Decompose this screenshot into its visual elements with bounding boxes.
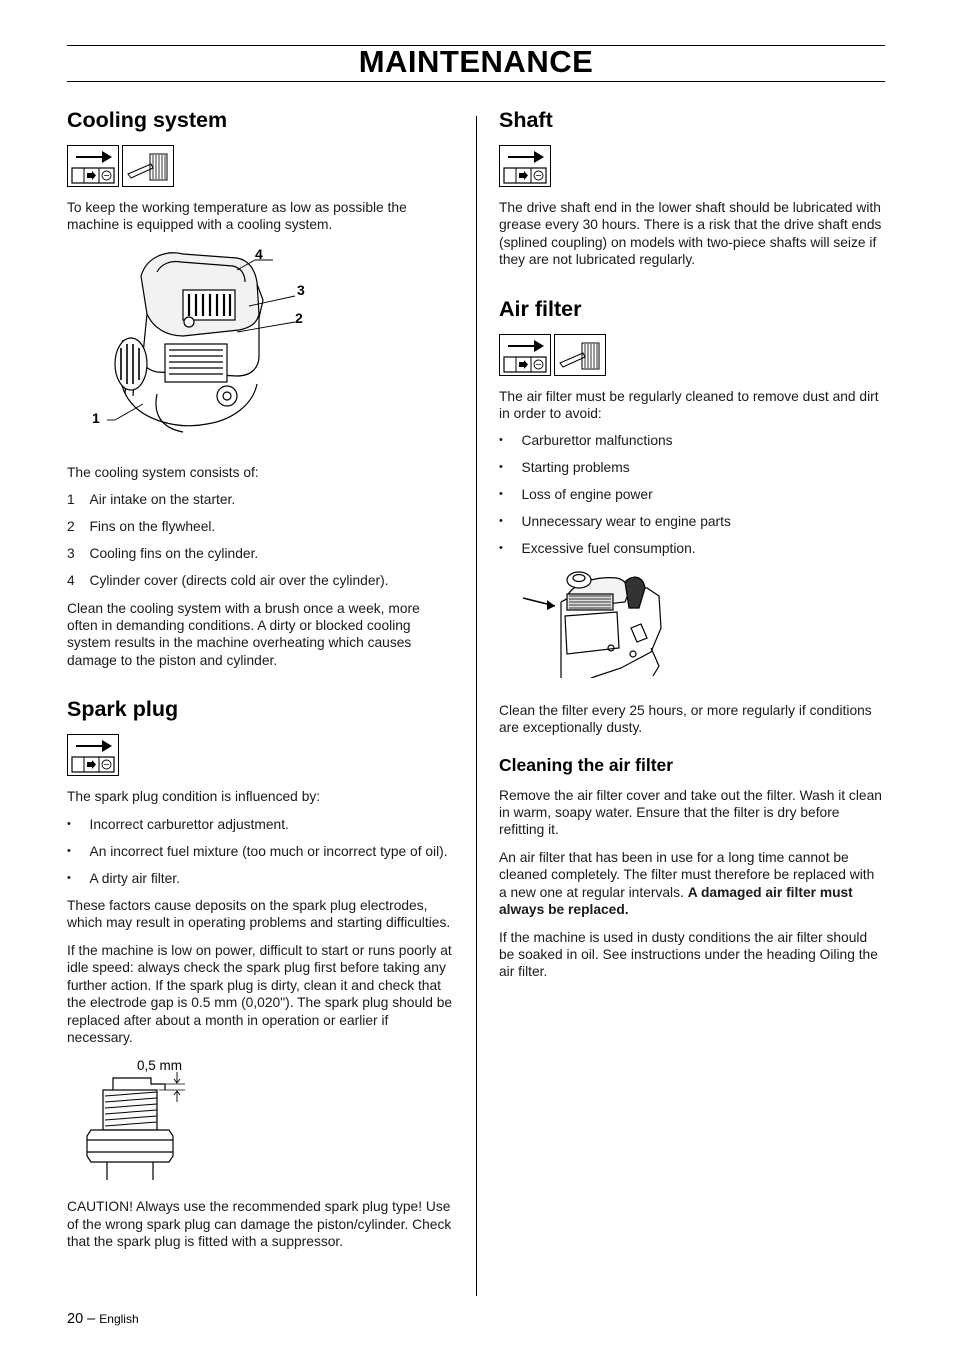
cleaning-air-filter-heading: Cleaning the air filter <box>499 754 674 775</box>
brush-icon <box>554 334 606 376</box>
maintenance-interval-icon <box>499 334 551 376</box>
air-filter-icons <box>499 334 885 376</box>
shaft-icons <box>499 145 885 187</box>
electrode-gap-label: 0,5 mm <box>137 1058 183 1074</box>
footer-language: English <box>99 1312 139 1326</box>
cooling-consists: The cooling system consists of: <box>67 464 259 480</box>
list-item: • A dirty air filter. <box>67 870 453 887</box>
cooling-icons <box>67 145 453 187</box>
spark-influenced: The spark plug condition is influenced by: <box>67 789 321 805</box>
cooling-parts-list <box>67 491 453 589</box>
cleaning-air-filter-text: Remove the air filter cover and take out the filter. Wash it clean in warm, soapy water. Ensure that the filter is dry before refitting it. <box>499 787 882 838</box>
cooling-system-heading: Cooling system <box>67 108 228 132</box>
footer-dash: – <box>87 1311 96 1327</box>
list-item: 2 Fins on the flywheel. <box>67 519 216 535</box>
maintenance-interval-icon <box>67 734 119 776</box>
list-item: • Incorrect carburettor adjustment. <box>67 816 453 833</box>
replace-filter-warning: A damaged air filter must always be replaced. <box>499 884 853 918</box>
spark-causes-list <box>67 816 453 887</box>
cooling-clean-text: Clean the cooling system with a brush once a week, more often in demanding conditions. A dirty or blocked cooling system results in the machine overheating which causes damage to the piston and cylinder. <box>67 600 420 668</box>
air-filter-intro: The air filter must be regularly cleaned to remove dust and dirt in order to avoid: <box>499 388 879 422</box>
list-item: • Loss of engine power <box>499 486 885 503</box>
replace-filter-text: An air filter that has been in use for a long time cannot be cleaned completely. The filter must therefore be replaced with a new one at regular intervals. A damaged air filter must always be replaced. <box>499 849 875 918</box>
air-filter-problems-list <box>499 432 885 557</box>
list-item: 3 Cooling fins on the cylinder. <box>67 546 259 562</box>
right-column <box>499 108 885 991</box>
list-item: 4 Cylinder cover (directs cold air over the cylinder). <box>67 573 389 589</box>
figure-label-1: 1 <box>92 409 100 426</box>
list-item: • Carburettor malfunctions <box>499 432 885 449</box>
spark-plug-figure <box>67 1056 453 1184</box>
figure-label-4: 4 <box>255 245 263 262</box>
figure-label-3: 3 <box>297 281 305 298</box>
page-title: MAINTENANCE <box>358 44 594 79</box>
list-item: • Starting problems <box>499 459 885 476</box>
air-filter-illustration <box>521 568 671 678</box>
cooling-intro: To keep the working temperature as low as possible the machine is equipped with a cooling system. <box>67 200 407 233</box>
engine-illustration <box>87 244 347 452</box>
figure-label-2: 2 <box>295 309 303 326</box>
shaft-text: The drive shaft end in the lower shaft should be lubricated with grease every 30 hours. There is a risk that the drive shaft ends (splined coupling) on models with two-piece shafts will seize if they are not lubricated regularly. <box>499 200 882 268</box>
dusty-conditions-text: If the machine is used in dusty conditions the air filter should be soaked in oil. See instructions under the heading Oiling the air filter. <box>499 929 878 980</box>
page-number: 20 <box>67 1311 84 1327</box>
cooling-system-figure <box>67 244 453 452</box>
brush-icon <box>122 145 174 187</box>
list-item: • An incorrect fuel mixture (too much or incorrect type of oil). <box>67 843 453 860</box>
list-item: 1 Air intake on the starter. <box>67 492 236 508</box>
spark-plug-illustration <box>85 1072 225 1184</box>
maintenance-interval-icon <box>67 145 119 187</box>
maintenance-interval-icon <box>499 145 551 187</box>
page-footer <box>67 1311 139 1327</box>
shaft-heading: Shaft <box>499 108 553 132</box>
spark-check: If the machine is low on power, difficult to start or runs poorly at idle speed: always check the spark plug first before taking any further action. If the spark plug is dirty, clean it and check that the electrode gap is 0.5 mm (0,020"). The spark plug should be replaced after about a month in operation or earlier if necessary. <box>67 942 453 1045</box>
air-filter-heading: Air filter <box>499 296 582 321</box>
spark-plug-icons <box>67 734 453 776</box>
air-filter-figure <box>499 568 885 690</box>
spark-caution: CAUTION! Always use the recommended spark plug type! Use of the wrong spark plug can damage the piston/cylinder. Check that the spark plug is fitted with a suppressor. <box>67 1199 452 1250</box>
spark-factors: These factors cause deposits on the spark plug electrodes, which may result in operating problems and starting difficulties. <box>67 898 451 931</box>
spark-plug-heading: Spark plug <box>67 697 179 722</box>
left-column <box>67 108 453 1261</box>
column-divider <box>476 116 477 1296</box>
header-rule-bottom <box>67 81 885 82</box>
list-item: • Excessive fuel consumption. <box>499 540 885 557</box>
air-filter-interval: Clean the filter every 25 hours, or more regularly if conditions are exceptionally dusty. <box>499 702 872 736</box>
list-item: • Unnecessary wear to engine parts <box>499 513 885 530</box>
